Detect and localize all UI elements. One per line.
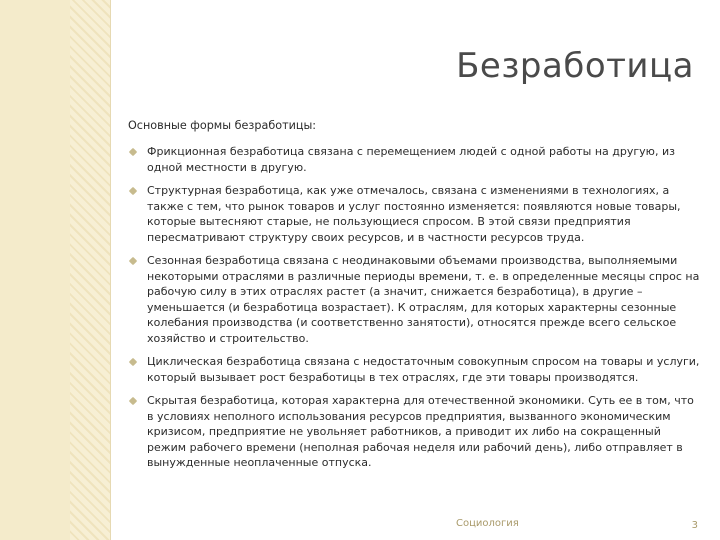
intro-text: Основные формы безработицы: xyxy=(128,119,317,132)
list-item xyxy=(128,144,700,175)
list-item xyxy=(128,253,700,346)
list-item-text: Фрикционная безработица связана с перемещением людей с одной работы на другую, из одной местности в другую. xyxy=(147,145,675,174)
content-divider xyxy=(110,0,111,540)
list-item xyxy=(128,354,700,385)
decorative-stripe xyxy=(70,0,110,540)
bullet-icon xyxy=(129,257,137,265)
list-item-text: Сезонная безработица связана с неодинаковыми объемами производства, выполняемыми некоторыми отраслями в различные периоды времени, т. е. в определенные месяцы спрос на рабочую силу в этих отраслях растет (а значит, снижается безработица), в другие – уменьшается (и безработица возрастает). К отраслям, для которых характерны сезонные колебания производства (и соответственно занятости), относятся прежде всего сельское хозяйство и строительство. xyxy=(147,254,700,345)
list-item-text: Скрытая безработица, которая характерна для отечественной экономики. Суть ее в том, что в условиях неполного использования ресурсов предприятия, вызванного экономическим кризисом, предприятие не увольняет работников, а приводит их либо на сокращенный режим рабочего времени (неполная рабочая неделя или рабочий день), либо отправляет в вынужденные неоплаченные отпуска. xyxy=(147,394,694,469)
decorative-left-panel xyxy=(0,0,70,540)
list-item xyxy=(128,393,700,471)
list-item xyxy=(128,183,700,245)
slide-title: Безработица xyxy=(456,46,694,86)
page-number: 3 xyxy=(691,520,698,531)
bullet-list xyxy=(128,144,700,471)
bullet-icon xyxy=(129,148,137,156)
list-item-text: Структурная безработица, как уже отмечалось, связана с изменениями в технологиях, а также с тем, что рынок товаров и услуг постоянно изменяется: появляются новые товары, которые вытесняют старые, не пользующиеся спросом. В этой связи предприятия пересматривают структуру своих ресурсов, и в частности ресурсов труда. xyxy=(147,184,681,244)
bullet-icon xyxy=(129,397,137,405)
slide-body xyxy=(128,118,700,479)
bullet-icon xyxy=(129,187,137,195)
list-item-text: Циклическая безработица связана с недостаточным совокупным спросом на товары и услуги, который вызывает рост безработицы в тех отраслях, где эти товары производятся. xyxy=(147,355,700,384)
footer-text: Социология xyxy=(456,518,519,529)
bullet-icon xyxy=(129,358,137,366)
